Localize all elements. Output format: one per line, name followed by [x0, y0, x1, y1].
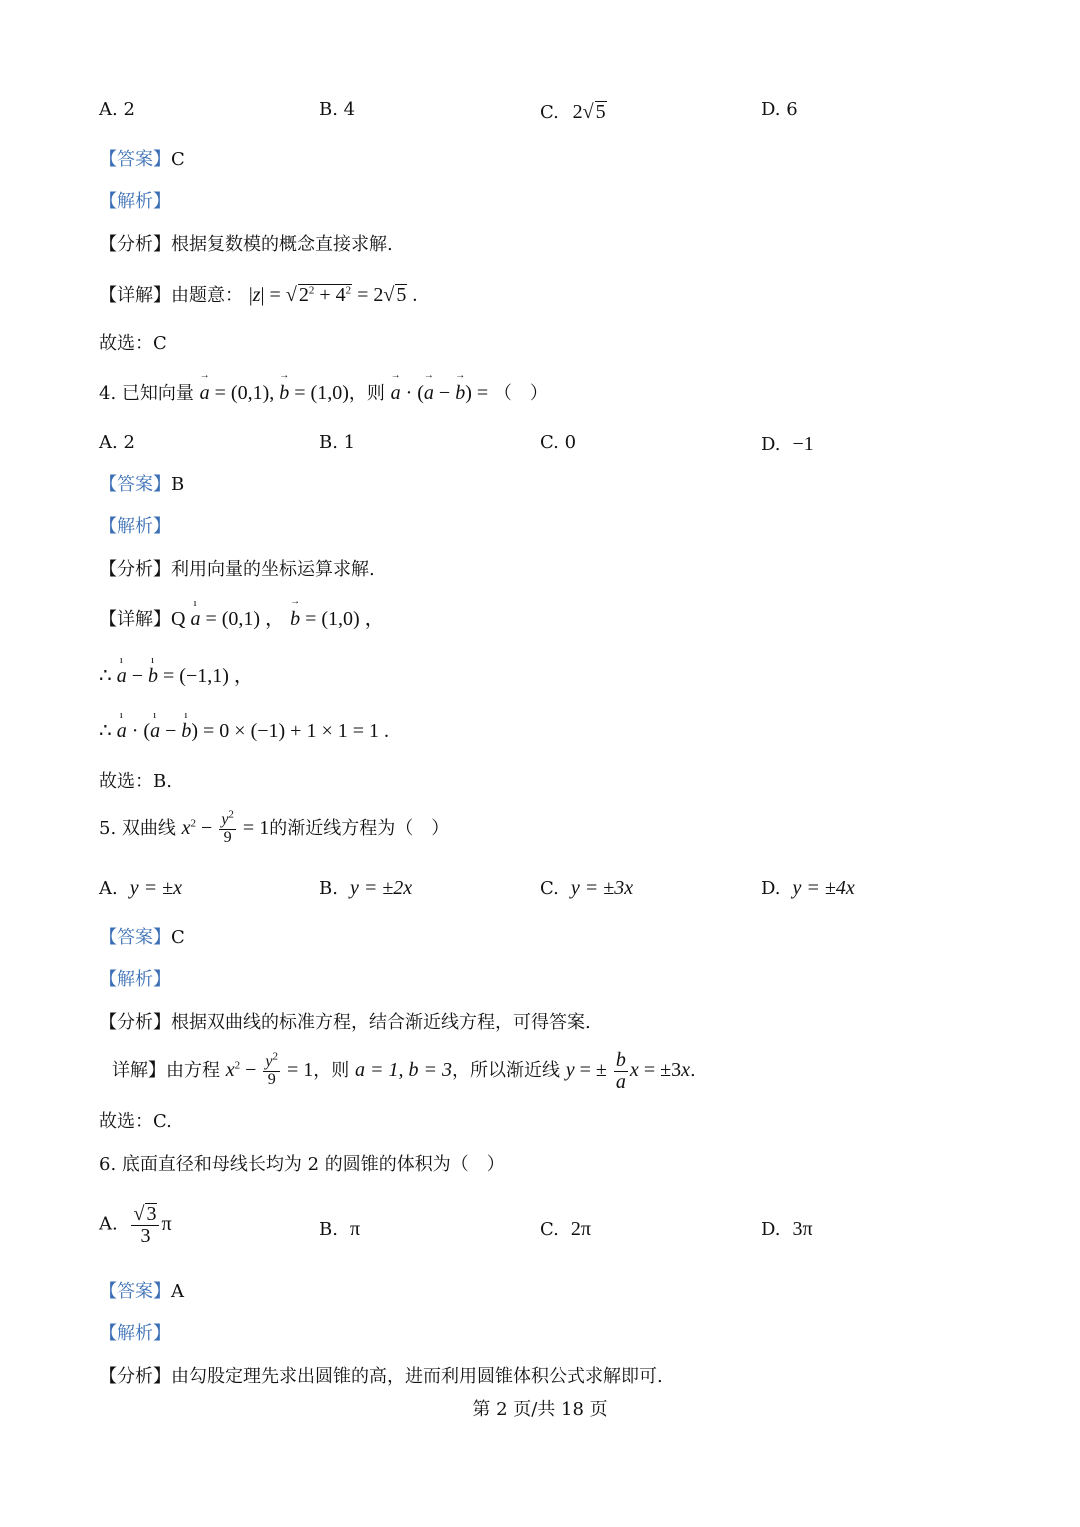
q4-choice: 故选：B.	[99, 771, 172, 792]
q4-detail-step2: ∴ ı a − ı b = (−1,1) ，	[99, 666, 254, 686]
q6-option-d: D. 3π	[761, 1218, 813, 1240]
page-footer: 第 2 页/共 18 页	[472, 1399, 608, 1420]
q6-option-b: B. π	[319, 1218, 361, 1240]
q5-analysis-heading: 【解析】	[99, 969, 171, 990]
q3-option-d: D. 6	[761, 99, 798, 120]
q4-option-d: D. −1	[761, 433, 814, 455]
q6-option-c: C. 2π	[540, 1218, 591, 1240]
q5-option-b: B. y = ±2x	[319, 877, 413, 899]
q4-option-a: A. 2	[99, 432, 135, 453]
q5-stem: 5. 双曲线 $x^2$ − $\frac{y^2}{9}$ = 1的渐近线方程为（ ）	[99, 808, 450, 846]
q6-analysis-heading: 【解析】	[99, 1323, 171, 1344]
q6-fenxi: 【分析】由勾股定理先求出圆锥的高，进而利用圆锥体积公式求解即可.	[99, 1366, 663, 1387]
q4-answer: 【答案】B	[99, 474, 185, 495]
q4-detail-step3: ∴ ı a · (ı a − ı b) = 0 × (−1) + 1 × 1 = 1 .	[99, 721, 389, 741]
q5-option-c: C. y = ±3x	[540, 877, 634, 899]
q6-stem: 6. 底面直径和母线长均为 2 的圆锥的体积为（ ）	[99, 1154, 505, 1175]
q3-option-c: C. 2√ 5	[540, 101, 606, 123]
q3-option-b: B. 4	[319, 99, 356, 120]
q3-analysis-heading: 【解析】	[99, 191, 171, 212]
q5-answer: 【答案】C	[99, 927, 185, 948]
q3-choice: 故选：C	[99, 333, 167, 354]
q4-option-c: C. 0	[540, 432, 577, 453]
q6-answer: 【答案】A	[99, 1281, 184, 1302]
q5-detail: 详解】由方程 $x^2$ − $\frac{y^2}{9}$ = 1，则 a = 1, b = 3，所以渐近线 y = ± $\frac{b}{a}$ x = ±3x.	[112, 1049, 696, 1093]
q4-analysis-heading: 【解析】	[99, 516, 171, 537]
q5-option-a: A. y = ±x	[99, 877, 182, 899]
q4-fenxi: 【分析】利用向量的坐标运算求解.	[99, 559, 375, 580]
q3-fenxi: 【分析】根据复数模的概念直接求解.	[99, 234, 393, 255]
option-label: C.	[540, 102, 559, 123]
q4-stem: 4. 已知向量 → a = (0,1), → b = (1,0)，则 → a · (→ a − → b) = （ ）	[99, 383, 548, 403]
q5-fenxi: 【分析】根据双曲线的标准方程，结合渐近线方程，可得答案.	[99, 1012, 591, 1033]
q5-option-d: D. y = ±4x	[761, 877, 855, 899]
q4-detail-step1: 【详解】Q ı a = (0,1) ， → b = (1,0) ，	[99, 609, 385, 629]
q6-option-a: A. $\frac{√ 3}{3}$ π	[99, 1203, 172, 1247]
q3-option-a: A. 2	[99, 99, 135, 120]
q3-detail-formula: |z| = √ $2^2 + 4^2 = 2√$ 5 .	[248, 284, 418, 306]
q4-option-b: B. 1	[319, 432, 356, 453]
q3-answer: 【答案】C	[99, 149, 185, 170]
q3-detail: 【详解】由题意： |z| = √ $2^2 + 4^2 = 2√$ 5 .	[99, 284, 418, 306]
q5-choice: 故选：C.	[99, 1111, 172, 1132]
